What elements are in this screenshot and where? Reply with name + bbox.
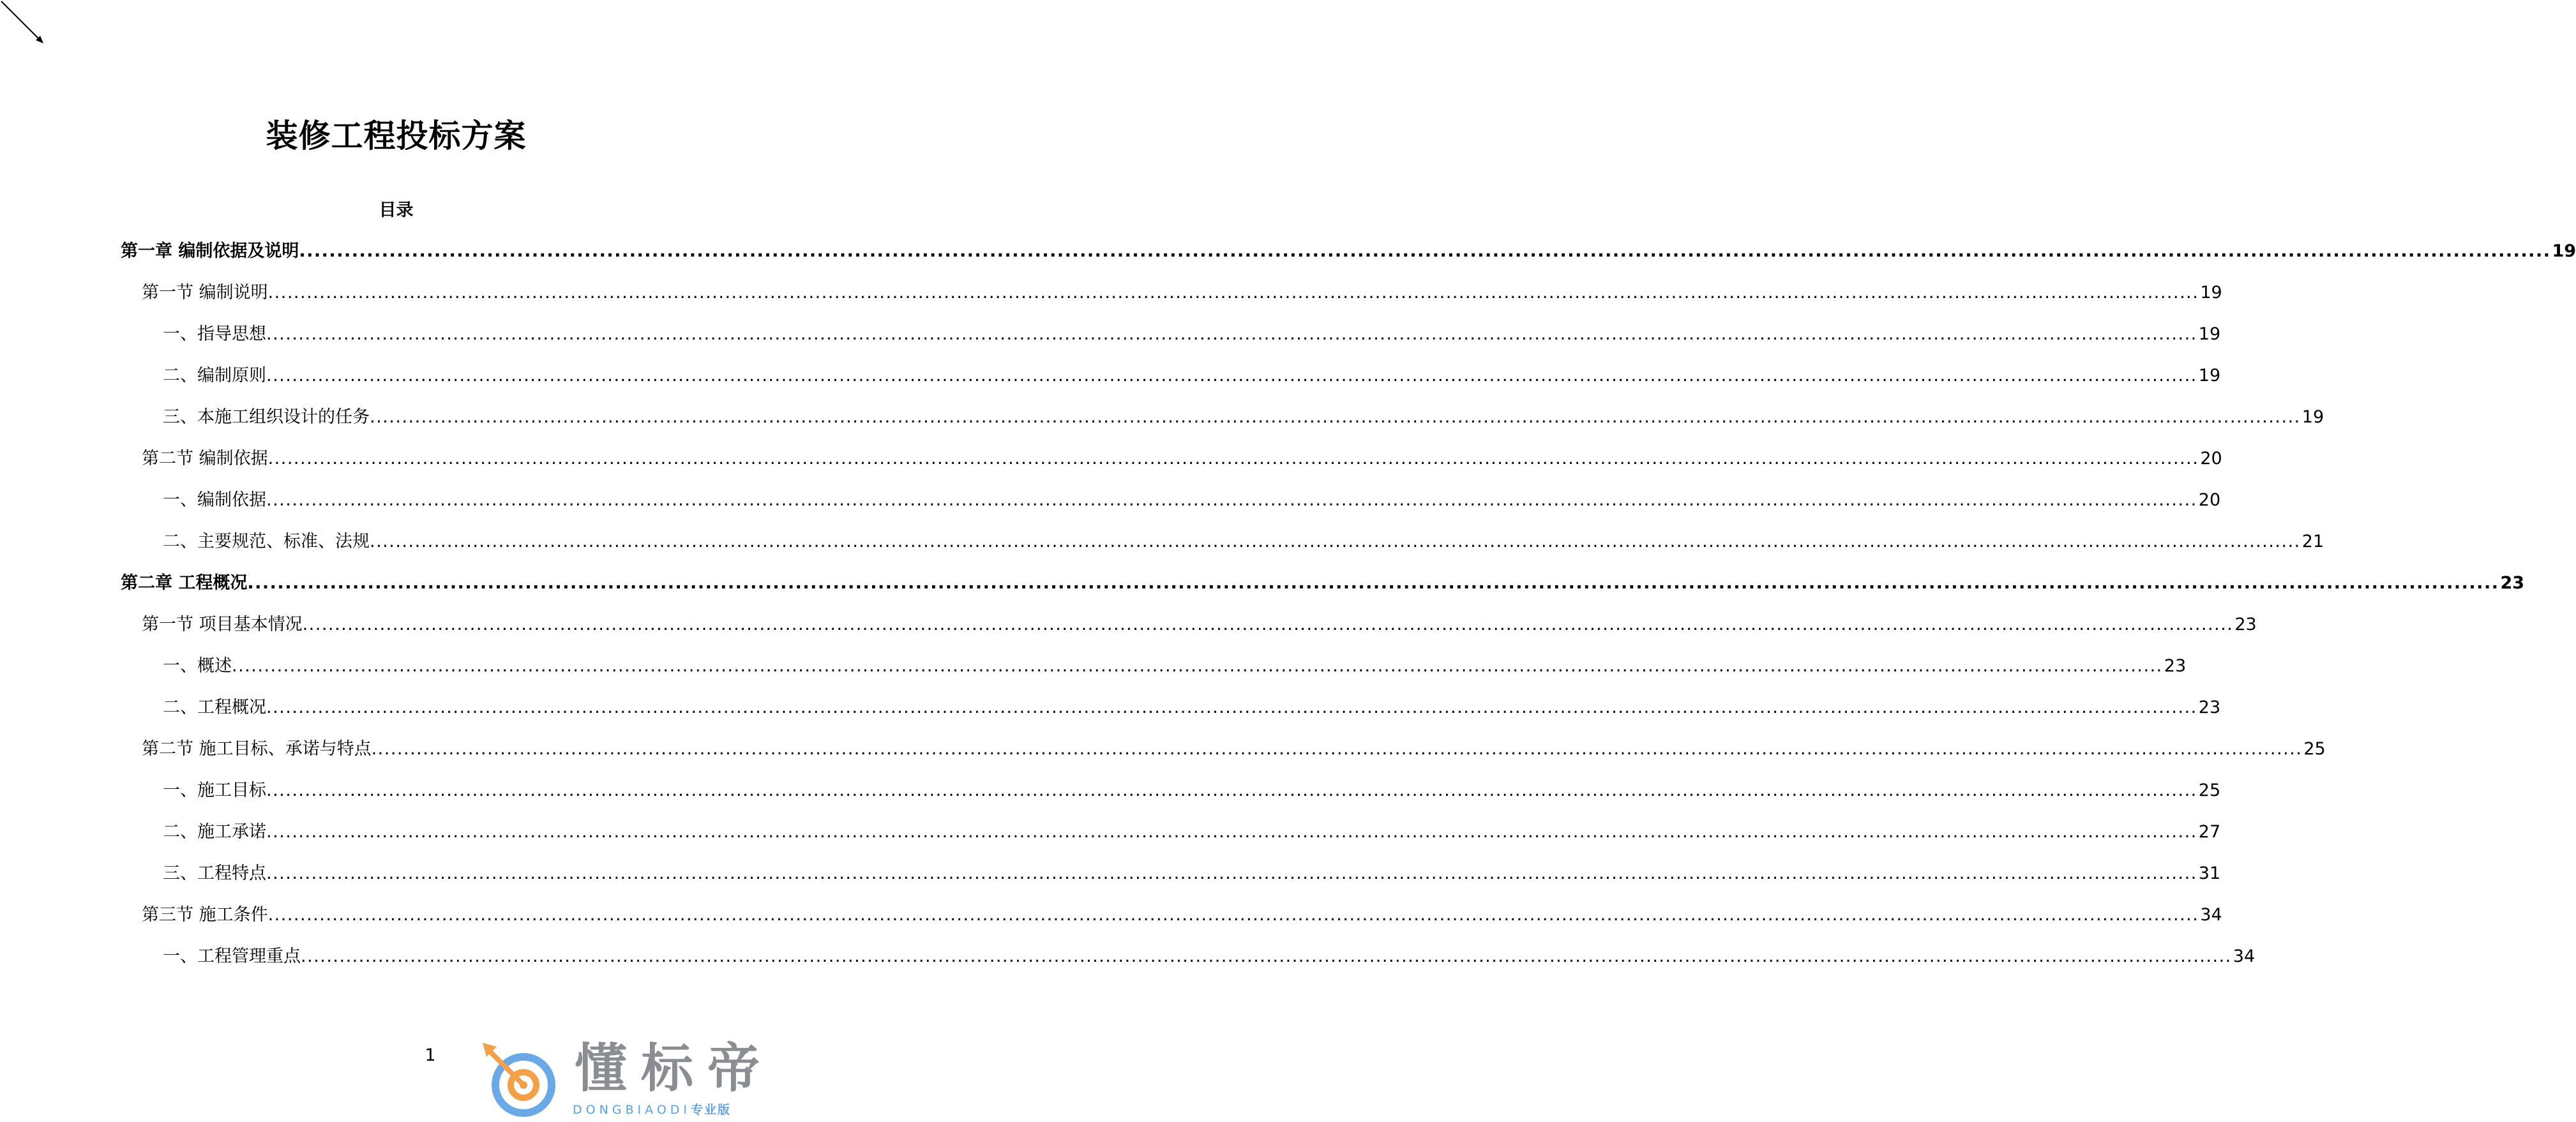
toc-entry-text: 第二章 工程概况 [121,573,248,593]
toc-dot-leader: ............................................................................................................................................................................................................................................................................................................ [267,449,2199,468]
toc-entry-page: 23 [2500,573,2525,593]
toc-dot-leader: ............................................................................................................................................................................................................................................................................................................ [299,241,2551,261]
toc-entry-page: 23 [2198,698,2221,717]
toc-entry-page: 25 [2198,781,2221,800]
toc-dot-leader: ............................................................................................................................................................................................................................................................................................................ [266,822,2197,842]
toc-entry[interactable] [0,448,2222,490]
toc-entry-text: 二、主要规范、标准、法规 [163,532,370,551]
page-number: 1 [425,1045,436,1065]
toc-dot-leader: ............................................................................................................................................................................................................................................................................................................ [266,490,2197,510]
toc-entry-text: 第一节 项目基本情况 [142,615,303,634]
watermark-edition: 专业版 [691,1103,732,1117]
toc-heading: 目录 [379,200,414,220]
toc-dot-leader: ............................................................................................................................................................................................................................................................................................................ [247,573,2499,593]
toc-dot-leader: ............................................................................................................................................................................................................................................................................................................ [266,864,2197,883]
toc-dot-leader: ............................................................................................................................................................................................................................................................................................................ [266,324,2197,344]
watermark-subtitle-text: DONGBIAODI [573,1103,691,1117]
toc-entry-page: 23 [2164,656,2187,676]
toc-dot-leader: ............................................................................................................................................................................................................................................................................................................ [232,656,2163,676]
toc-entry-page: 19 [2552,241,2576,261]
toc-entry-text: 三、工程特点 [163,864,266,883]
toc-entry[interactable] [0,863,2221,904]
toc-dot-leader: ............................................................................................................................................................................................................................................................................................................ [266,781,2197,800]
toc-entry[interactable] [0,572,2525,614]
toc-dot-leader: ............................................................................................................................................................................................................................................................................................................ [301,946,2232,966]
document-title: 装修工程投标方案 [266,117,527,154]
toc-entry-text: 二、施工承诺 [163,822,266,842]
corner-arrow-icon [0,0,51,51]
toc-entry-page: 25 [2303,739,2326,759]
toc-dot-leader: ............................................................................................................................................................................................................................................................................................................ [266,698,2197,717]
toc-entry-text: 一、施工目标 [163,781,266,800]
toc-entry-text: 第三节 施工条件 [142,905,268,925]
toc-entry[interactable] [0,738,2326,780]
toc-entry-page: 20 [2198,490,2221,510]
toc-entry[interactable] [0,821,2221,863]
toc-entry[interactable] [0,614,2257,655]
toc-entry-page: 20 [2200,449,2222,468]
toc-entry-text: 第一节 编制说明 [142,283,268,303]
toc-entry[interactable] [0,324,2221,365]
toc-entry-page: 19 [2198,324,2221,344]
target-dart-icon [472,1034,575,1119]
toc-entry-page: 21 [2301,532,2324,551]
toc-entry-text: 一、编制依据 [163,490,266,510]
toc-dot-leader: ............................................................................................................................................................................................................................................................................................................ [266,366,2197,385]
toc-entry-text: 第二节 施工目标、承诺与特点 [142,739,372,759]
toc-entry[interactable] [0,282,2222,324]
toc-entry-text: 第二节 编制依据 [142,449,268,468]
toc-dot-leader: ............................................................................................................................................................................................................................................................................................................ [267,905,2199,925]
toc-entry[interactable] [0,904,2222,946]
toc-entry-text: 三、本施工组织设计的任务 [163,407,370,427]
toc-entry-page: 31 [2198,864,2221,883]
toc-entry-page: 19 [2200,283,2222,303]
toc-entry[interactable] [0,697,2221,738]
table-of-contents [0,241,2576,987]
toc-entry-page: 19 [2301,407,2324,427]
toc-entry-page: 27 [2198,822,2221,842]
toc-entry-text: 一、指导思想 [163,324,266,344]
toc-entry-page: 34 [2233,946,2256,966]
toc-entry-page: 19 [2198,366,2221,385]
toc-entry[interactable] [0,365,2221,407]
toc-entry-text: 一、概述 [163,656,232,676]
toc-entry[interactable] [0,407,2324,448]
toc-entry[interactable] [0,241,2576,282]
toc-dot-leader: ............................................................................................................................................................................................................................................................................................................ [370,532,2301,551]
toc-dot-leader: ............................................................................................................................................................................................................................................................................................................ [370,407,2301,427]
toc-entry[interactable] [0,655,2187,697]
toc-entry-text: 二、编制原则 [163,366,266,385]
toc-dot-leader: ............................................................................................................................................................................................................................................................................................................ [302,615,2234,634]
toc-entry-page: 34 [2200,905,2222,925]
toc-entry[interactable] [0,780,2221,821]
toc-entry-text: 一、工程管理重点 [163,946,301,966]
toc-dot-leader: ............................................................................................................................................................................................................................................................................................................ [267,283,2199,303]
toc-entry[interactable] [0,946,2256,987]
watermark-brand: 懂标帝 [575,1038,774,1099]
toc-entry-page: 23 [2234,615,2257,634]
watermark-subtitle [573,1103,731,1117]
toc-entry[interactable] [0,490,2221,531]
toc-entry-text: 二、工程概况 [163,698,266,717]
watermark-logo [472,1034,792,1119]
toc-entry[interactable] [0,531,2324,572]
toc-dot-leader: ............................................................................................................................................................................................................................................................................................................ [371,739,2303,759]
toc-entry-text: 第一章 编制依据及说明 [121,241,299,261]
